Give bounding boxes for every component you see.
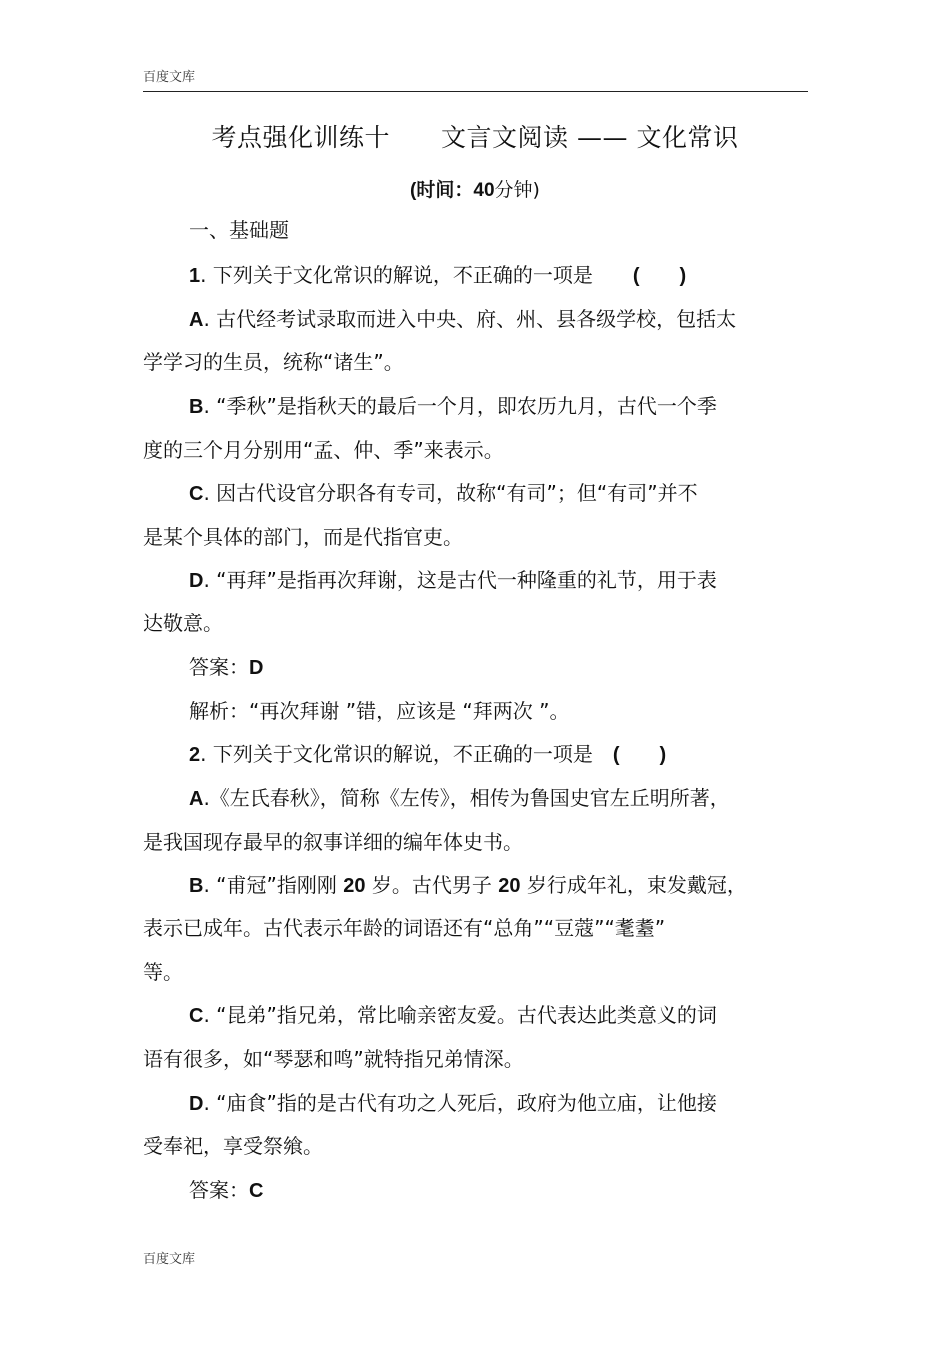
q1-option-b-label: B — [189, 396, 204, 418]
q1-stem-text: . 下列关于文化常识的解说，不正确的一项是 — [200, 263, 633, 287]
q2-option-a-text: .《左氏春秋》，简称《左传》，相传为鲁国史官左丘明所著， — [203, 786, 730, 810]
header-source: 百度文库 — [143, 70, 196, 85]
q1-option-c-cont: 是某个具体的部门，而是代指官吏。 — [143, 525, 463, 549]
q2-option-c — [189, 1001, 717, 1029]
q1-number: 1 — [189, 265, 201, 287]
q1-option-d-text: . “再拜”是指再次拜谢，这是古代一种隆重的礼节，用于表 — [203, 568, 717, 592]
q1-option-b — [189, 392, 717, 420]
q2-option-d — [189, 1089, 717, 1117]
q2-option-c-label: C — [189, 1005, 204, 1027]
q2-option-b-cont-1: 表示已成年。古代表示年龄的词语还有“总角”“豆蔻”“耄耋” — [143, 916, 666, 940]
q2-answer — [189, 1176, 263, 1204]
q2-answer-value: C — [249, 1180, 264, 1202]
q2-stem-text: . 下列关于文化常识的解说，不正确的一项是 — [200, 742, 613, 766]
q1-answer-label: 答案： — [189, 655, 249, 679]
q1-option-d-label: D — [189, 570, 204, 592]
q2-option-a — [189, 784, 730, 812]
q1-option-c — [189, 479, 698, 507]
q1-option-a — [189, 305, 736, 333]
q2-option-b-age-2: 20 — [498, 875, 521, 897]
header-divider — [143, 91, 808, 92]
q2-option-b-text-1: . “甫冠”指刚刚 — [203, 873, 344, 897]
q2-option-a-label: A — [189, 788, 204, 810]
q1-stem — [189, 261, 686, 289]
time-limit — [0, 175, 950, 202]
q2-option-b-text-3: 岁行成年礼，束发戴冠， — [520, 873, 747, 897]
q1-option-b-text: . “季秋”是指秋天的最后一个月，即农历九月，古代一个季 — [203, 394, 717, 418]
q1-option-c-text: . 因古代设官分职各有专司，故称“有司”；但“有司”并不 — [203, 481, 698, 505]
q2-option-d-label: D — [189, 1093, 204, 1115]
q2-answer-label: 答案： — [189, 1178, 249, 1202]
time-open: (时间： — [410, 180, 474, 201]
q2-option-d-text: . “庙食”指的是古代有功之人死后，政府为他立庙，让他接 — [203, 1091, 717, 1115]
q1-option-d — [189, 566, 717, 594]
q2-paren: ( ) — [612, 744, 667, 766]
q2-option-b-label: B — [189, 875, 204, 897]
q2-option-b-age-1: 20 — [343, 875, 366, 897]
footer-source: 百度文库 — [143, 1252, 196, 1267]
q1-option-b-cont: 度的三个月分别用“孟、仲、季”来表示。 — [143, 438, 504, 462]
q2-option-b-text-2: 岁。古代男子 — [365, 873, 499, 897]
q2-option-c-cont: 语有很多，如“琴瑟和鸣”就特指兄弟情深。 — [143, 1047, 524, 1071]
q2-stem — [189, 740, 666, 768]
q1-option-a-cont: 学学习的生员，统称“诸生”。 — [143, 350, 404, 374]
q2-option-b-cont-2: 等。 — [143, 960, 183, 984]
q1-option-a-text: . 古代经考试录取而进入中央、府、州、县各级学校，包括太 — [203, 307, 737, 331]
q1-paren: ( ) — [632, 265, 687, 287]
q1-option-a-label: A — [189, 309, 204, 331]
page-title: 考点强化训练十 文言文阅读 —— 文化常识 — [211, 123, 739, 152]
q1-answer-value: D — [249, 657, 264, 679]
time-close: 分钟) — [494, 179, 540, 201]
q2-option-d-cont: 受奉祀，享受祭飨。 — [143, 1134, 323, 1158]
time-minutes: 40 — [473, 180, 495, 201]
q1-option-c-label: C — [189, 483, 204, 505]
section-heading: 一、基础题 — [189, 218, 289, 242]
q1-answer — [189, 653, 263, 681]
q1-analysis: 解析：“再次拜谢 ”错，应该是 “拜两次 ”。 — [189, 699, 570, 723]
q2-number: 2 — [189, 744, 201, 766]
q2-option-a-cont: 是我国现存最早的叙事详细的编年体史书。 — [143, 830, 523, 854]
q2-option-c-text: . “昆弟”指兄弟，常比喻亲密友爱。古代表达此类意义的词 — [203, 1003, 717, 1027]
q2-option-b — [189, 871, 747, 899]
q1-option-d-cont: 达敬意。 — [143, 611, 223, 635]
